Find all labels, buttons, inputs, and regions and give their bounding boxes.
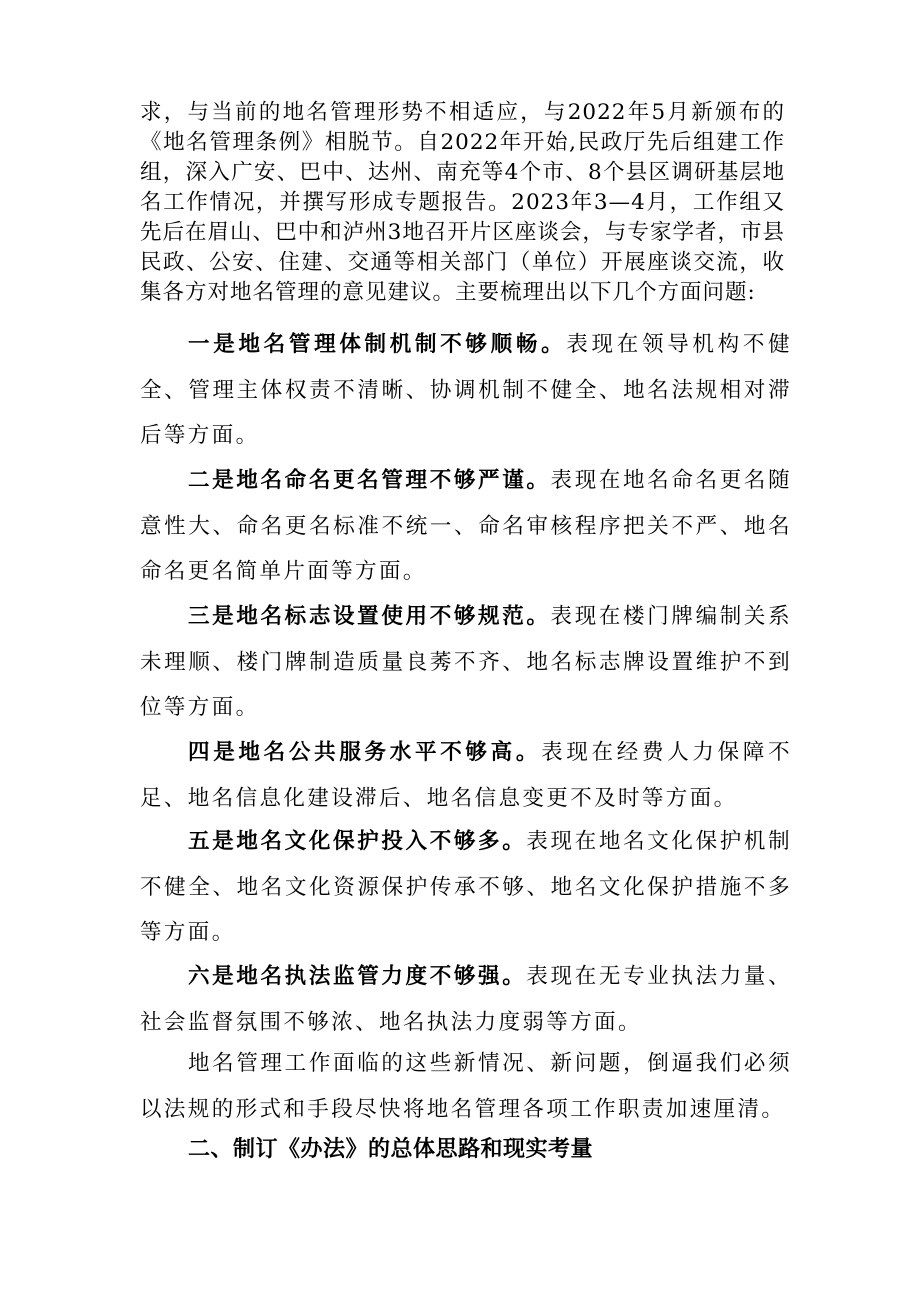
issue-lead: 六是地名执法监管力度不够强。 xyxy=(188,964,527,989)
issue-text: 表现在地名文化保护机制不健全、地名文化资源保护传承不够、地名文化保护措施不多等方面。 xyxy=(140,829,792,945)
issue-lead: 四是地名公共服务水平不够高。 xyxy=(188,740,542,765)
issue-paragraph-2 xyxy=(140,458,792,595)
issue-text: 表现在经费人力保障不足、地名信息化建设滞后、地名信息变更不及时等方面。 xyxy=(140,740,792,811)
intro-paragraph: 求，与当前的地名管理形势不相适应，与2022年5月新颁布的《地名管理条例》相脱节。自2022年开始,民政厅先后组建工作组，深入广安、巴中、达州、南充等4个市、8个县区调研基层地名工作情况，并撰写形成专题报告。2023年3—4月，工作组又先后在眉山、巴中和泸州3地召开片区座谈会，与专家学者，市县民政、公安、住建、交通等相关部门（单位）开展座谈交流，收集各方对地名管理的意见建议。主要梳理出以下几个方面问题: xyxy=(140,100,785,305)
issue-text: 表现在领导机构不健全、管理主体权责不清晰、协调机制不健全、地名法规相对滞后等方面。 xyxy=(140,332,792,448)
issue-lead: 三是地名标志设置使用不够规范。 xyxy=(188,604,551,629)
issue-paragraph-6 xyxy=(140,954,792,1045)
issue-paragraph-1 xyxy=(140,322,792,459)
issue-lead: 二是地名命名更名管理不够严谨。 xyxy=(188,468,551,493)
conclusion-paragraph: 地名管理工作面临的这些新情况、新问题，倒逼我们必须以法规的形式和手段尽快将地名管理各项工作职责加速厘清。 xyxy=(140,1051,792,1122)
issue-text: 表现在地名命名更名随意性大、命名更名标准不统一、命名审核程序把关不严、地名命名更名简单片面等方面。 xyxy=(140,468,792,584)
issue-text: 表现在无专业执法力量、社会监督氛围不够浓、地名执法力度弱等方面。 xyxy=(140,964,792,1035)
issue-lead: 五是地名文化保护投入不够多。 xyxy=(188,829,527,854)
issue-paragraph-4 xyxy=(140,730,792,821)
section-heading: 二、制订《办法》的总体思路和现实考量 xyxy=(188,1137,594,1162)
issue-lead: 一是地名管理体制机制不够顺畅。 xyxy=(188,332,567,357)
issue-text: 表现在楼门牌编制关系未理顺、楼门牌制造质量良莠不齐、地名标志牌设置维护不到位等方面。 xyxy=(140,604,792,720)
issue-paragraph-5 xyxy=(140,819,792,956)
issue-paragraph-3 xyxy=(140,594,792,731)
